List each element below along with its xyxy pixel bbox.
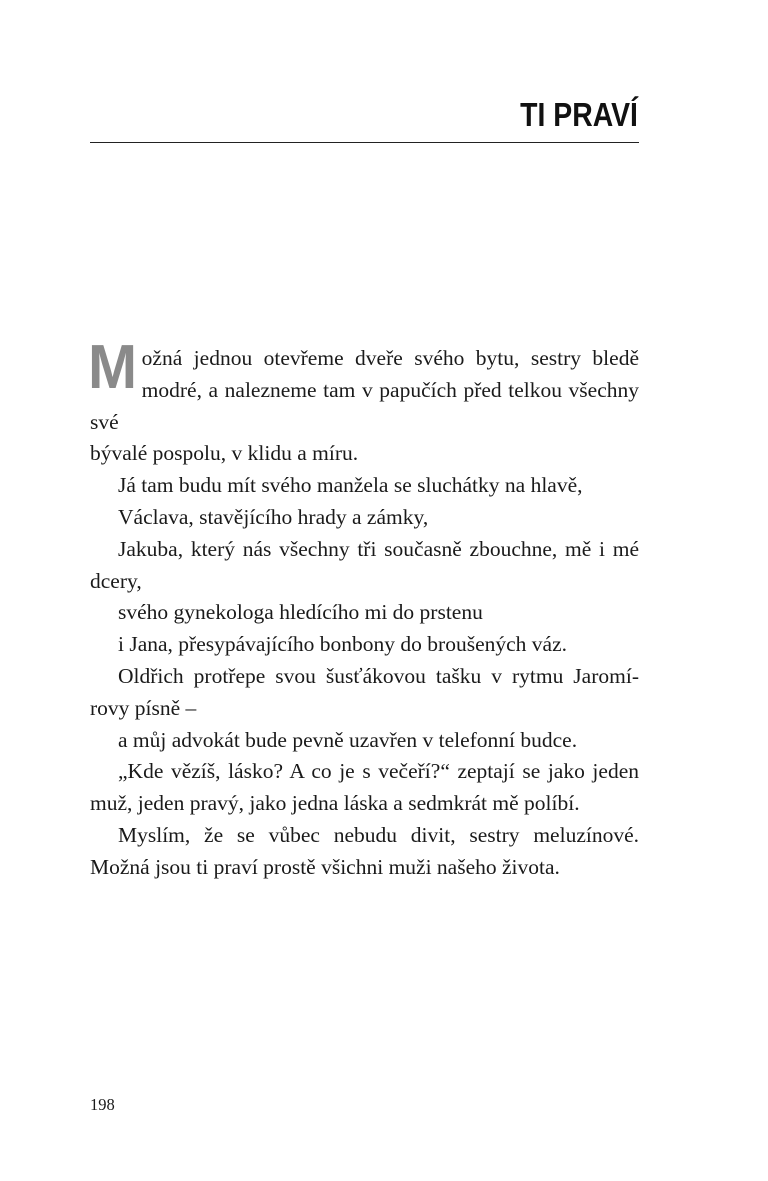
text-line: „Kde vězíš, lásko? A co je s večeří?“ zeptají se jako jeden [118,759,639,784]
text-line: Oldřich protřepe svou šusťákovou tašku v rytmu Jaromí- [118,663,639,688]
paragraph-8 [90,725,639,757]
body-text [88,333,639,884]
text-line: Jakuba, který nás všechny tři současně zbouchne, mě i mé [118,536,639,561]
text-line: dcery, [90,568,142,593]
paragraph-4-cont [90,566,639,598]
paragraph-2 [90,470,639,502]
text-line: Možná jsou ti praví prostě všichni muži našeho života. [90,854,560,879]
text-line: modré, a nalezneme tam v papučích před telkou všechny své [90,377,639,434]
text-line: Já tam budu mít svého manžela se sluchátky na hlavě, [118,473,583,498]
text-line: a můj advokát bude pevně uzavřen v telefonní budce. [118,727,578,752]
text-line: Myslím, že se vůbec nebudu divit, sestry meluzínové. [118,822,639,847]
text-line: muž, jeden pravý, jako jedna láska a sedmkrát mě políbí. [90,791,580,816]
text-line: ožná jednou otevřeme dveře svého bytu, sestry bledě [141,346,639,370]
text-line: Václava, stavějícího hrady a zámky, [118,504,429,529]
paragraph-1 [88,333,639,470]
paragraph-4 [90,534,639,566]
text-line: i Jana, přesypávajícího bonbony do broušených váz. [118,632,567,657]
paragraph-6 [90,629,639,661]
paragraph-9-cont [90,788,639,820]
paragraph-10-cont [90,852,639,884]
text-line: bývalé pospolu, v klidu a míru. [90,441,359,466]
paragraph-3 [90,502,639,534]
text-line: svého gynekologa hledícího mi do prstenu [118,600,483,625]
drop-cap: M [88,333,138,402]
title-rule [90,142,639,143]
chapter-title: TI PRAVÍ [520,96,638,133]
paragraph-7-cont [90,693,639,725]
page-number: 198 [90,1095,115,1114]
paragraph-10 [90,820,639,852]
paragraph-9 [90,756,639,788]
text-line: rovy písně – [90,695,197,720]
paragraph-7 [90,661,639,693]
paragraph-5 [90,597,639,629]
